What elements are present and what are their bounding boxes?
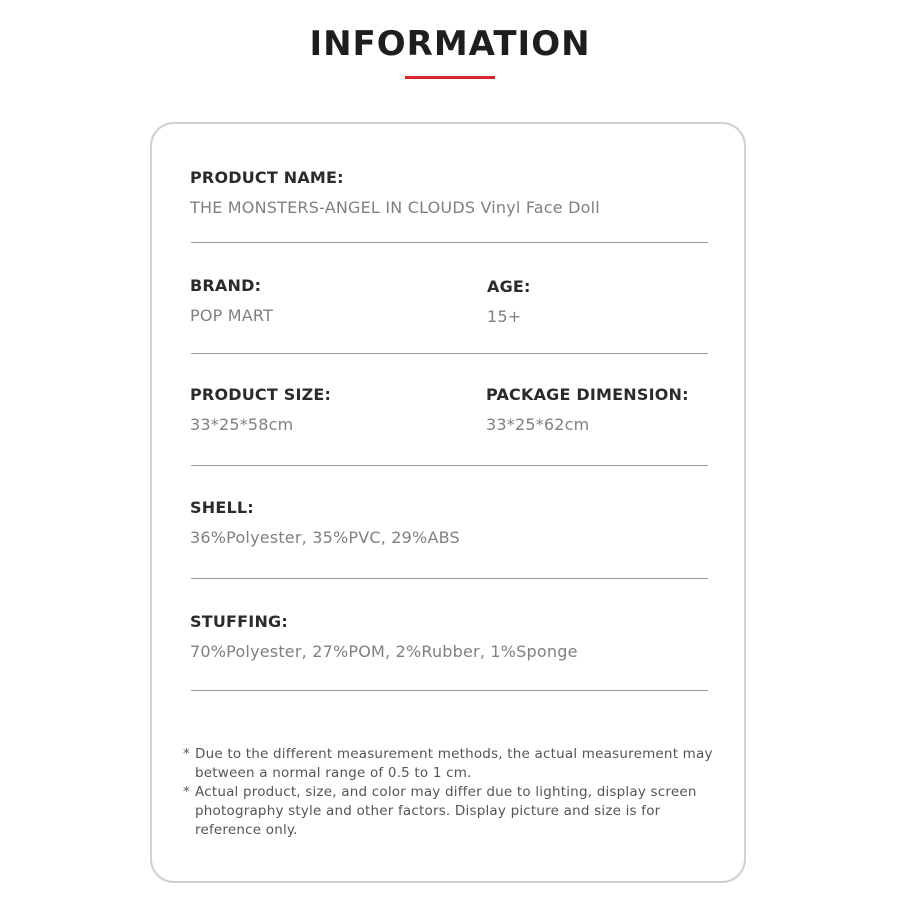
product-name-field: [190, 167, 600, 219]
age-value: 15+: [487, 307, 522, 326]
page-title: INFORMATION: [309, 24, 591, 64]
note-item: [183, 783, 713, 840]
brand-value: POP MART: [190, 306, 274, 325]
asterisk-marker: *: [183, 746, 190, 762]
disclaimer-notes: [183, 745, 713, 840]
divider: [191, 578, 708, 579]
shell-field: [190, 497, 460, 549]
note-item: [183, 745, 713, 783]
product-size-value: 33*25*58cm: [190, 415, 294, 434]
asterisk-marker: *: [183, 784, 190, 800]
brand-field: [190, 275, 273, 327]
age-field: [487, 276, 531, 328]
note-text: Due to the different measurement methods, the actual measurement may between a normal range of 0.5 to 1 cm.: [195, 746, 713, 781]
product-name-label: PRODUCT NAME:: [190, 168, 344, 187]
package-dimension-value: 33*25*62cm: [486, 415, 590, 434]
divider: [191, 353, 708, 354]
divider: [191, 465, 708, 466]
shell-value: 36%Polyester, 35%PVC, 29%ABS: [190, 528, 460, 547]
title-underline: [405, 76, 495, 79]
stuffing-label: STUFFING:: [190, 612, 288, 631]
product-size-label: PRODUCT SIZE:: [190, 385, 332, 404]
package-dimension-label: PACKAGE DIMENSION:: [486, 385, 689, 404]
package-dimension-field: [486, 384, 689, 436]
stuffing-value: 70%Polyester, 27%POM, 2%Rubber, 1%Sponge: [190, 642, 578, 661]
divider: [191, 242, 708, 243]
stuffing-field: [190, 611, 578, 663]
product-name-value: THE MONSTERS-ANGEL IN CLOUDS Vinyl Face Doll: [190, 198, 600, 217]
age-label: AGE:: [487, 277, 531, 296]
note-text: Actual product, size, and color may differ due to lighting, display screen photography style and other factors. Display picture and size is for reference only.: [195, 784, 697, 838]
brand-label: BRAND:: [190, 276, 262, 295]
product-size-field: [190, 384, 331, 436]
divider: [191, 690, 708, 691]
shell-label: SHELL:: [190, 498, 254, 517]
